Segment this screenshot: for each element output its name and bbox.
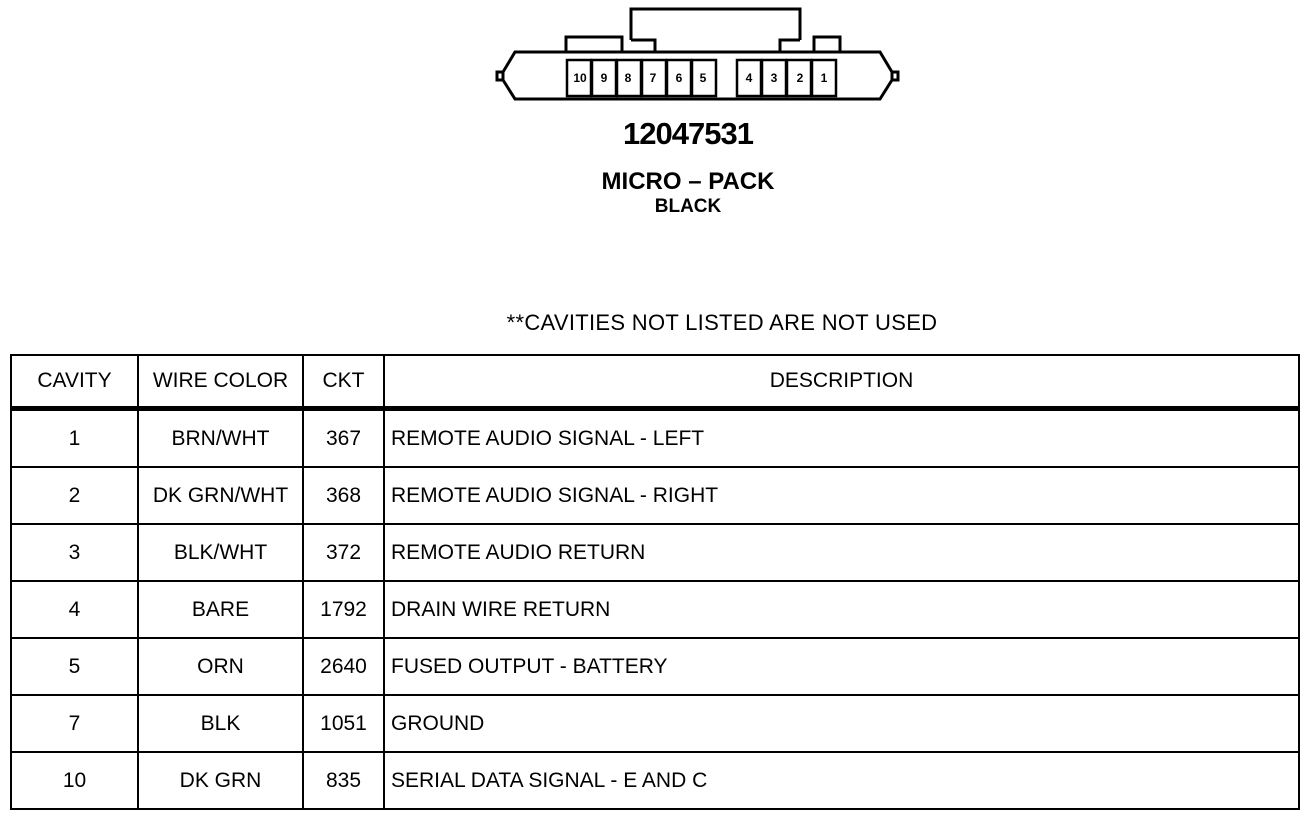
table-header-row (11, 355, 1299, 409)
cell-ckt: 367 (303, 409, 384, 468)
cell-description: REMOTE AUDIO SIGNAL - LEFT (384, 409, 1299, 468)
table-row (11, 581, 1299, 638)
header-description: DESCRIPTION (384, 355, 1299, 409)
cell-ckt: 368 (303, 467, 384, 524)
cavity-label: 8 (624, 71, 632, 85)
cavity-label: 1 (820, 71, 828, 85)
cell-ckt: 372 (303, 524, 384, 581)
cell-description: GROUND (384, 695, 1299, 752)
cell-wire-color: ORN (138, 638, 303, 695)
cavity-label: 7 (649, 71, 657, 85)
cell-cavity: 3 (11, 524, 138, 581)
header-cavity: CAVITY (11, 355, 138, 409)
cell-description: FUSED OUTPUT - BATTERY (384, 638, 1299, 695)
cell-ckt: 1051 (303, 695, 384, 752)
cavity-label: 6 (675, 71, 683, 85)
cell-wire-color: BRN/WHT (138, 409, 303, 468)
unused-cavities-note: **CAVITIES NOT LISTED ARE NOT USED (506, 310, 938, 335)
table-row (11, 467, 1299, 524)
cell-wire-color: BLK (138, 695, 303, 752)
cell-cavity: 7 (11, 695, 138, 752)
cell-cavity: 10 (11, 752, 138, 809)
cell-description: REMOTE AUDIO RETURN (384, 524, 1299, 581)
table-row (11, 638, 1299, 695)
cavity-label: 5 (699, 71, 707, 85)
cavity-label: 9 (600, 71, 608, 85)
cell-cavity: 2 (11, 467, 138, 524)
connector-drawing (0, 0, 1312, 110)
pinout-table (10, 354, 1300, 810)
cell-cavity: 5 (11, 638, 138, 695)
cell-ckt: 835 (303, 752, 384, 809)
table-row (11, 409, 1299, 468)
cell-wire-color: BARE (138, 581, 303, 638)
table-row (11, 524, 1299, 581)
connector-type: MICRO – PACK (601, 168, 775, 195)
table-row (11, 695, 1299, 752)
cavity-label: 2 (796, 71, 804, 85)
cell-ckt: 2640 (303, 638, 384, 695)
cell-cavity: 4 (11, 581, 138, 638)
cell-description: DRAIN WIRE RETURN (384, 581, 1299, 638)
part-number: 12047531 (623, 116, 753, 151)
cell-cavity: 1 (11, 409, 138, 468)
header-ckt: CKT (303, 355, 384, 409)
table-row (11, 752, 1299, 809)
cavity-label: 10 (573, 71, 587, 85)
cell-description: SERIAL DATA SIGNAL - E AND C (384, 752, 1299, 809)
cavity-label: 3 (770, 71, 778, 85)
cell-description: REMOTE AUDIO SIGNAL - RIGHT (384, 467, 1299, 524)
cavity-label: 4 (745, 71, 753, 85)
connector-color: BLACK (654, 196, 722, 217)
cell-wire-color: DK GRN/WHT (138, 467, 303, 524)
header-wire-color: WIRE COLOR (138, 355, 303, 409)
cell-wire-color: DK GRN (138, 752, 303, 809)
cell-wire-color: BLK/WHT (138, 524, 303, 581)
cell-ckt: 1792 (303, 581, 384, 638)
